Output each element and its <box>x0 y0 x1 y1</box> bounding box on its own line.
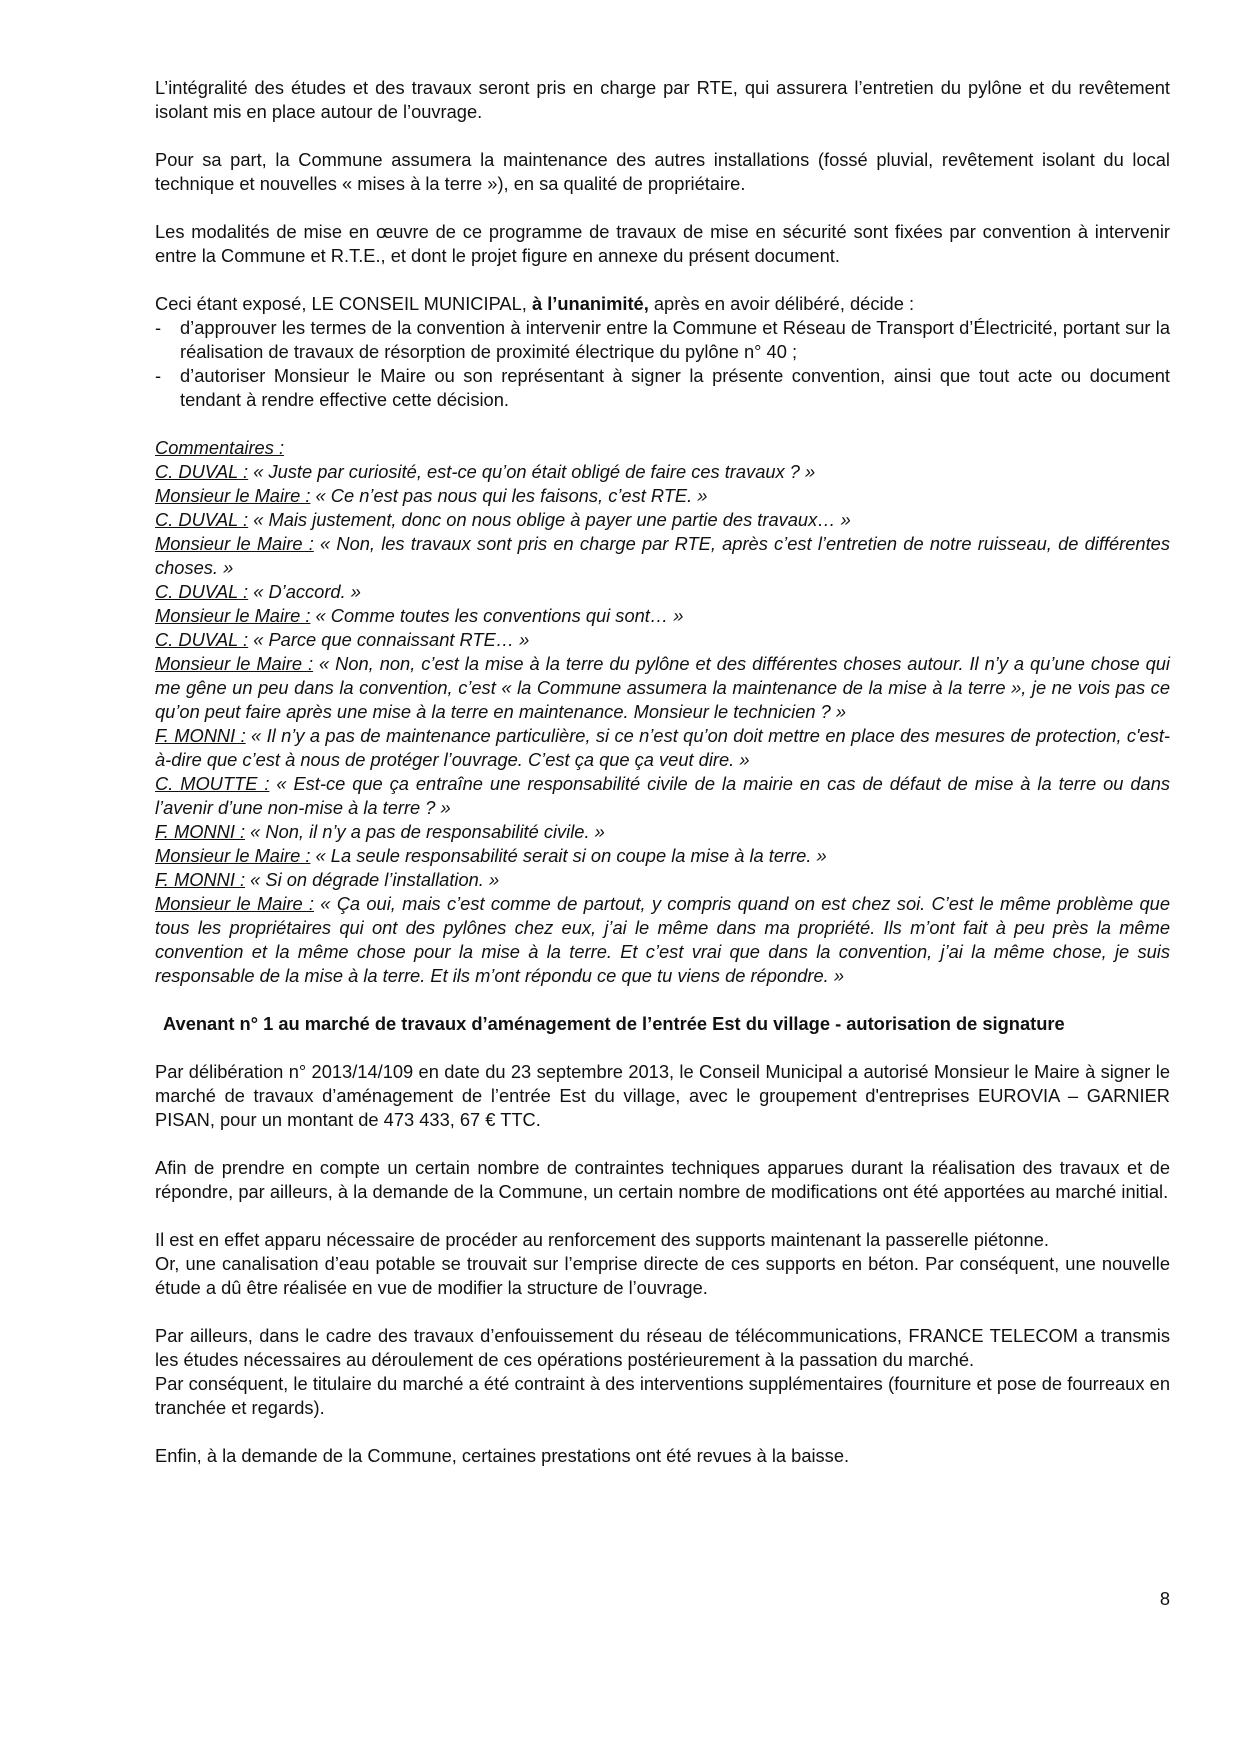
comment-line <box>155 604 1170 628</box>
list-dash: - <box>155 365 162 386</box>
comment-speaker: C. DUVAL : <box>155 581 249 602</box>
comment-line <box>155 580 1170 604</box>
paragraph-commune-maintenance: Pour sa part, la Commune assumera la maintenance des autres installations (fossé pluvial, revêtement isolant du local technique et nouvelles « mises à la terre »), en sa qualité de propriétaire. <box>155 149 1170 194</box>
comment-speaker: C. MOUTTE : <box>155 773 270 794</box>
comment-text: « Ce n’est pas nous qui les faisons, c’est RTE. » <box>310 485 708 506</box>
comment-text: « Non, les travaux sont pris en charge par RTE, après c’est l’entretien de notre ruisseau, de différentes choses. » <box>155 533 1170 578</box>
comment-speaker: Monsieur le Maire : <box>155 605 311 626</box>
comment-speaker: C. DUVAL : <box>155 629 249 650</box>
comment-line <box>155 868 1170 892</box>
comment-text: « Il n’y a pas de maintenance particulière, si ce n’est qu’on doit mettre en place des mesures de protection, c'est-à-dire que c’est à nous de protéger l’ouvrage. C’est ça que ça veut dire. » <box>155 725 1171 770</box>
paragraph-canalisation: Or, une canalisation d’eau potable se trouvait sur l’emprise directe de ces supports en béton. Par conséquent, une nouvelle étude a dû être réalisée en vue de modifier la structure de l’ouvrage. <box>155 1253 1170 1298</box>
comment-line <box>155 628 1170 652</box>
list-dash: - <box>155 317 162 338</box>
comment-speaker: F. MONNI : <box>155 725 246 746</box>
comment-speaker: Monsieur le Maire : <box>155 893 315 914</box>
comment-text: « Non, non, c’est la mise à la terre du pylône et des différentes choses autour. Il n’y a qu’une chose qui me gêne un peu dans la convention, c’est « la Commune assumera la maintenance de la mise à la terre », je ne vois pas ce qu’on peut faire après une mise à la terre en maintenance. Monsieur le technicien ? » <box>155 653 1170 722</box>
paragraph-telecom: Par ailleurs, dans le cadre des travaux d’enfouissement du réseau de télécommunications, FRANCE TELECOM a transmis les études nécessaires au déroulement de ces opérations postérieurement à la passation du marché. <box>155 1325 1170 1370</box>
paragraph-deliberation: Par délibération n° 2013/14/109 en date du 23 septembre 2013, le Conseil Municipal a autorisé Monsieur le Maire à signer le marché de travaux d’aménagement de l’entrée Est du village, avec le groupement d'entreprises EUROVIA – GARNIER PISAN, pour un montant de 473 433, 67 € TTC. <box>155 1061 1170 1130</box>
document-page <box>155 76 1170 1492</box>
paragraph-convention-terms: Les modalités de mise en œuvre de ce programme de travaux de mise en sécurité sont fixées par convention à intervenir entre la Commune et R.T.E., et dont le projet figure en annexe du présent document. <box>155 221 1170 266</box>
comment-text: « Est-ce que ça entraîne une responsabilité civile de la mairie en cas de défaut de mise à la terre ou dans l’avenir d’une non-mise à la terre ? » <box>155 773 1171 818</box>
comment-speaker: C. DUVAL : <box>155 509 249 530</box>
comment-text: « Ça oui, mais c’est comme de partout, y compris quand on est chez soi. C’est le même problème que tous les propriétaires qui ont des pylônes chez eux, j’ai le même dans ma propriété. Ils m’ont fait à peu près la même convention et la même chose pour la mise à la terre. Et c’est vrai que dans la convention, j’ai la même chose, je suis responsable de la mise à la terre. Et ils m’ont répondu ce que tu viens de répondre. » <box>155 893 1170 986</box>
comment-speaker: C. DUVAL : <box>155 461 249 482</box>
comment-text: « D’accord. » <box>248 581 361 602</box>
comment-line <box>155 892 1170 988</box>
paragraph-supports: Il est en effet apparu nécessaire de procéder au renforcement des supports maintenant la passerelle piétonne. <box>155 1229 1049 1250</box>
comment-line <box>155 772 1170 820</box>
comments-heading: Commentaires : <box>155 437 285 458</box>
comment-text: « Juste par curiosité, est-ce qu’on était obligé de faire ces travaux ? » <box>248 461 816 482</box>
comment-text: « Parce que connaissant RTE… » <box>248 629 530 650</box>
decision-item <box>155 316 1170 364</box>
comment-speaker: Monsieur le Maire : <box>155 845 311 866</box>
decision-item <box>155 364 1170 412</box>
comment-line <box>155 508 1170 532</box>
comment-speaker: Monsieur le Maire : <box>155 485 311 506</box>
decision-list <box>155 316 1170 412</box>
comment-speaker: Monsieur le Maire : <box>155 653 314 674</box>
paragraph-rte-costs: L’intégralité des études et des travaux seront pris en charge par RTE, qui assurera l’entretien du pylône et du revêtement isolant mis en place autour de l’ouvrage. <box>155 77 1170 122</box>
decision-item-text: d’autoriser Monsieur le Maire ou son représentant à signer la présente convention, ainsi que tout acte ou document tendant à rendre effective cette décision. <box>180 365 1170 410</box>
comment-line <box>155 532 1170 580</box>
comments-block <box>155 436 1170 988</box>
paragraph-final: Enfin, à la demande de la Commune, certaines prestations ont été revues à la baisse. <box>155 1445 850 1466</box>
comment-text: « Si on dégrade l’installation. » <box>245 869 500 890</box>
decision-intro-after: après en avoir délibéré, décide : <box>648 293 915 314</box>
comment-speaker: Monsieur le Maire : <box>155 533 314 554</box>
decision-intro <box>155 292 1170 316</box>
comment-text: « Non, il n’y a pas de responsabilité civile. » <box>245 821 605 842</box>
comment-line <box>155 460 1170 484</box>
comment-line <box>155 484 1170 508</box>
decision-intro-bold: à l’unanimité, <box>531 293 649 314</box>
section-title: Avenant n° 1 au marché de travaux d’aménagement de l’entrée Est du village - autorisation de signature <box>163 1013 1065 1034</box>
comment-line <box>155 844 1170 868</box>
comment-line <box>155 724 1170 772</box>
comment-speaker: F. MONNI : <box>155 821 246 842</box>
comment-line <box>155 820 1170 844</box>
comment-speaker: F. MONNI : <box>155 869 246 890</box>
comment-line <box>155 652 1170 724</box>
decision-intro-before: Ceci étant exposé, LE CONSEIL MUNICIPAL, <box>155 293 532 314</box>
paragraph-titulaire: Par conséquent, le titulaire du marché a été contraint à des interventions supplémentaires (fourniture et pose de fourreaux en tranchée et regards). <box>155 1373 1170 1418</box>
comment-text: « Comme toutes les conventions qui sont… » <box>310 605 684 626</box>
comment-text: « Mais justement, donc on nous oblige à payer une partie des travaux… » <box>248 509 851 530</box>
comment-text: « La seule responsabilité serait si on coupe la mise à la terre. » <box>310 845 827 866</box>
page-number: 8 <box>1159 1588 1170 1609</box>
paragraph-constraints: Afin de prendre en compte un certain nombre de contraintes techniques apparues durant la réalisation des travaux et de répondre, par ailleurs, à la demande de la Commune, un certain nombre de modifications ont été apportées au marché initial. <box>155 1157 1170 1202</box>
decision-item-text: d’approuver les termes de la convention à intervenir entre la Commune et Réseau de Transport d’Électricité, portant sur la réalisation de travaux de résorption de proximité électrique du pylône n° 40 ; <box>180 317 1170 362</box>
